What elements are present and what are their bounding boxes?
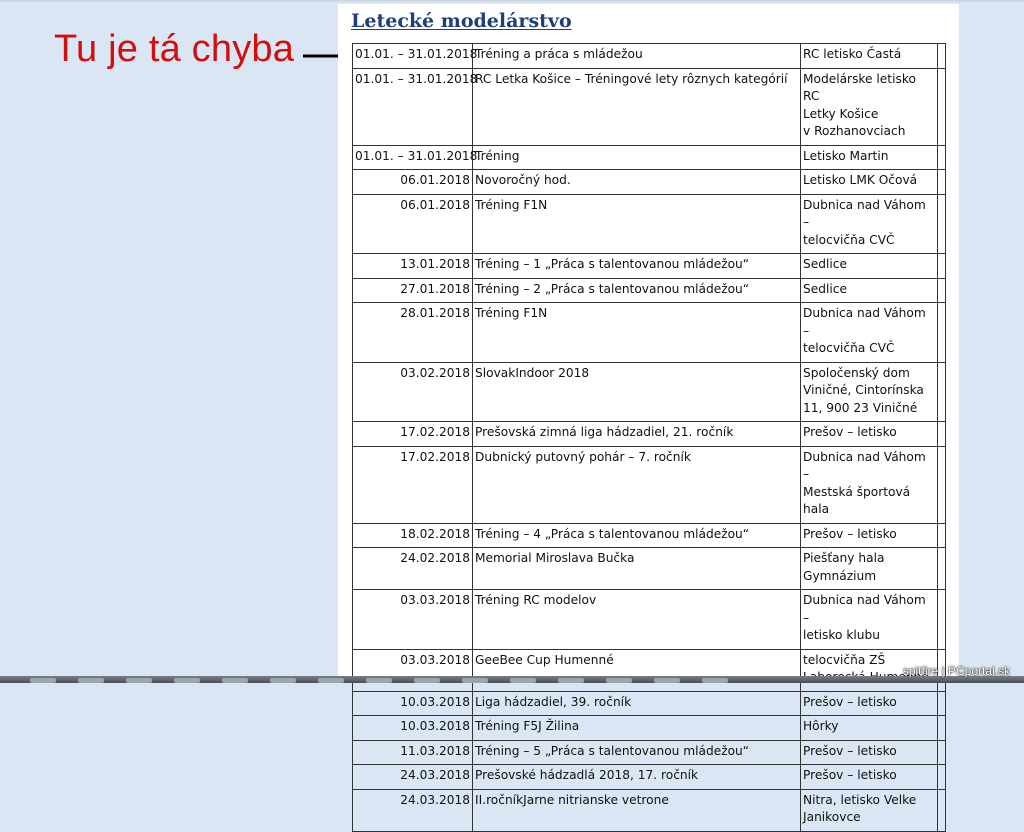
table-row (353, 523, 946, 548)
event-place: Prešov – letisko (801, 765, 938, 790)
event-date: 28.01.2018 (353, 303, 473, 363)
event-empty-cell (938, 170, 946, 195)
event-empty-cell (938, 548, 946, 590)
event-place: Letisko LMK Očová (801, 170, 938, 195)
event-place: Piešťany hala Gymnázium (801, 548, 938, 590)
taskbar-icons (30, 678, 728, 683)
table-row (353, 44, 946, 69)
event-place: Prešov – letisko (801, 523, 938, 548)
table-row (353, 765, 946, 790)
event-name: Tréning F1N (473, 194, 801, 254)
event-empty-cell (938, 789, 946, 831)
event-empty-cell (938, 422, 946, 447)
event-name: Novoročný hod. (473, 170, 801, 195)
table-row (353, 145, 946, 170)
event-place: Dubnica nad Váhom – telocvičňa CVČ (801, 303, 938, 363)
table-row (353, 789, 946, 831)
event-name: Tréning – 2 „Práca s talentovanou mládežou“ (473, 278, 801, 303)
taskbar-app-icon[interactable] (510, 678, 536, 683)
event-date: 01.01. – 31.01.2018 (353, 145, 473, 170)
event-place: Prešov – letisko (801, 740, 938, 765)
event-empty-cell (938, 590, 946, 650)
event-date: 13.01.2018 (353, 254, 473, 279)
event-date: 24.02.2018 (353, 548, 473, 590)
event-place: Letisko Martin (801, 145, 938, 170)
event-name: Liga hádzadiel, 39. ročník (473, 691, 801, 716)
event-date: 10.03.2018 (353, 691, 473, 716)
event-empty-cell (938, 278, 946, 303)
table-row (353, 170, 946, 195)
event-name: Memorial Miroslava Bučka (473, 548, 801, 590)
event-empty-cell (938, 446, 946, 523)
event-name: GeeBee Cup Humenné (473, 649, 801, 691)
event-empty-cell (938, 254, 946, 279)
event-place: Modelárske letisko RC Letky Košice v Rozhanovciach (801, 68, 938, 145)
taskbar-app-icon[interactable] (654, 678, 680, 683)
event-empty-cell (938, 523, 946, 548)
event-place: Sedlice (801, 278, 938, 303)
event-name: Tréning – 5 „Práca s talentovanou mládežou“ (473, 740, 801, 765)
event-date: 27.01.2018 (353, 278, 473, 303)
taskbar-app-icon[interactable] (30, 678, 56, 683)
event-empty-cell (938, 691, 946, 716)
event-place: Dubnica nad Váhom – Mestská športová hala (801, 446, 938, 523)
events-table-body (353, 44, 946, 832)
event-date: 10.03.2018 (353, 716, 473, 741)
event-name: Tréning RC modelov (473, 590, 801, 650)
event-name: Tréning F5J Žilina (473, 716, 801, 741)
events-table (352, 43, 946, 832)
table-row (353, 254, 946, 279)
event-name: Tréning F1N (473, 303, 801, 363)
event-empty-cell (938, 68, 946, 145)
event-place: Spoločenský dom Viničné, Cintorínska 11, 900 23 Viničné (801, 362, 938, 422)
event-place: Dubnica nad Váhom – telocvičňa CVČ (801, 194, 938, 254)
taskbar-app-icon[interactable] (126, 678, 152, 683)
event-place: Sedlice (801, 254, 938, 279)
event-name: Tréning a práca s mládežou (473, 44, 801, 69)
event-date: 03.02.2018 (353, 362, 473, 422)
taskbar-app-icon[interactable] (558, 678, 584, 683)
event-date: 11.03.2018 (353, 740, 473, 765)
taskbar-app-icon[interactable] (78, 678, 104, 683)
event-empty-cell (938, 765, 946, 790)
taskbar-app-icon[interactable] (174, 678, 200, 683)
event-name: Tréning (473, 145, 801, 170)
event-empty-cell (938, 740, 946, 765)
watermark: spitfire | PCportal.sk (902, 664, 1010, 678)
event-name: SlovakIndoor 2018 (473, 362, 801, 422)
event-place: Nitra, letisko Velke Janikovce (801, 789, 938, 831)
event-name: Tréning – 1 „Práca s talentovanou mládežou“ (473, 254, 801, 279)
event-name: Dubnický putovný pohár – 7. ročník (473, 446, 801, 523)
event-date: 06.01.2018 (353, 170, 473, 195)
event-name: RC Letka Košice – Tréningové lety rôznych kategórií (473, 68, 801, 145)
taskbar-app-icon[interactable] (462, 678, 488, 683)
event-date: 17.02.2018 (353, 446, 473, 523)
event-empty-cell (938, 145, 946, 170)
event-place: Prešov – letisko (801, 691, 938, 716)
event-date: 01.01. – 31.01.2018 (353, 68, 473, 145)
taskbar-app-icon[interactable] (270, 678, 296, 683)
table-row (353, 303, 946, 363)
event-date: 06.01.2018 (353, 194, 473, 254)
table-row (353, 716, 946, 741)
event-date: 24.03.2018 (353, 765, 473, 790)
table-row (353, 590, 946, 650)
taskbar-app-icon[interactable] (606, 678, 632, 683)
table-row (353, 68, 946, 145)
table-row (353, 649, 946, 691)
event-place: Hôrky (801, 716, 938, 741)
event-date: 18.02.2018 (353, 523, 473, 548)
taskbar-app-icon[interactable] (318, 678, 344, 683)
table-row (353, 194, 946, 254)
table-row (353, 422, 946, 447)
event-name: Tréning – 4 „Práca s talentovanou mládežou“ (473, 523, 801, 548)
event-date: 24.03.2018 (353, 789, 473, 831)
taskbar-app-icon[interactable] (366, 678, 392, 683)
error-annotation-text: Tu je tá chyba (54, 28, 295, 70)
event-place: RC letisko Častá (801, 44, 938, 69)
event-name: Prešovská zimná liga hádzadiel, 21. ročník (473, 422, 801, 447)
event-empty-cell (938, 194, 946, 254)
table-row (353, 362, 946, 422)
event-date: 01.01. – 31.01.2018 (353, 44, 473, 69)
taskbar-app-icon[interactable] (222, 678, 248, 683)
event-date: 17.02.2018 (353, 422, 473, 447)
table-row (353, 740, 946, 765)
table-row (353, 446, 946, 523)
event-empty-cell (938, 303, 946, 363)
section-title-link[interactable]: Letecké modelárstvo (351, 10, 572, 32)
event-empty-cell (938, 362, 946, 422)
event-empty-cell (938, 716, 946, 741)
taskbar-app-icon[interactable] (702, 678, 728, 683)
event-date: 03.03.2018 (353, 649, 473, 691)
table-row (353, 548, 946, 590)
event-place: Prešov – letisko (801, 422, 938, 447)
event-name: II.ročníkJarne nitrianske vetrone (473, 789, 801, 831)
event-date: 03.03.2018 (353, 590, 473, 650)
event-place: Dubnica nad Váhom – letisko klubu (801, 590, 938, 650)
table-row (353, 691, 946, 716)
event-place: telocvičňa ZŠ (801, 649, 938, 691)
taskbar-app-icon[interactable] (414, 678, 440, 683)
table-row (353, 278, 946, 303)
event-empty-cell (938, 44, 946, 69)
event-name: Prešovské hádzadlá 2018, 17. ročník (473, 765, 801, 790)
